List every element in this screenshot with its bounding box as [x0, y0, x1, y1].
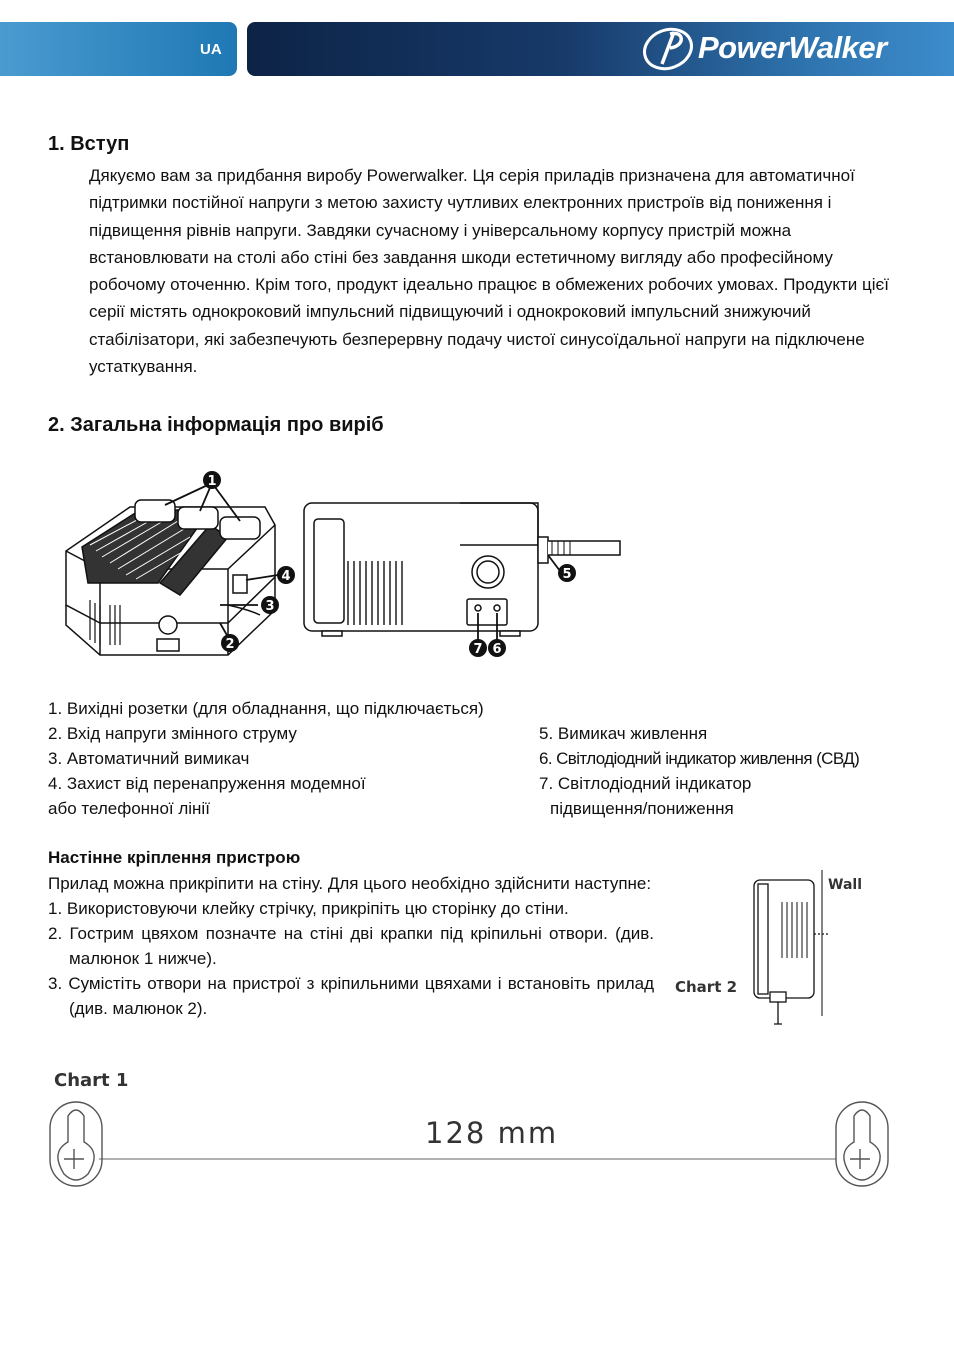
- mounting-step: 2. Гострим цвяхом позначте на стіні дві крапки під кріпильні отвори. (див. малюнок 1 нижче).: [48, 924, 654, 968]
- mounting-instructions: [48, 871, 654, 1021]
- unit-perspective-view: [66, 500, 275, 655]
- callout-1-icon: [203, 471, 221, 489]
- legend-item: або телефонної лінії: [48, 799, 210, 818]
- legend-item: 5. Вимикач живлення: [539, 724, 708, 743]
- wall-mount-side-diagram: [748, 868, 828, 1028]
- legend-item: 6. Світлодіодний індикатор живлення (СВД): [539, 749, 860, 768]
- legend-item: 4. Захист від перенапруження модемної: [48, 774, 366, 793]
- product-diagram: [60, 465, 630, 665]
- svg-text:3: 3: [265, 599, 275, 614]
- svg-text:4: 4: [281, 569, 291, 584]
- language-code: UA: [200, 41, 222, 58]
- brand-logo-icon: [640, 24, 700, 74]
- brand-logo-text: PowerWalker: [698, 30, 887, 65]
- legend-item: підвищення/пониження: [550, 799, 734, 818]
- chart-2-label: Chart 2: [675, 978, 738, 996]
- callout-2-icon: [221, 634, 239, 652]
- mounting-title: Настінне кріплення пристрою: [48, 848, 301, 867]
- wall-label: Wall: [828, 877, 862, 893]
- callout-4-icon: [277, 566, 295, 584]
- callout-3-icon: [261, 596, 279, 614]
- callout-5-icon: [558, 564, 576, 582]
- mounting-intro: Прилад можна прикріпити на стіну. Для цього необхідно здійснити наступне:: [48, 874, 652, 893]
- legend-left: [48, 696, 484, 821]
- svg-text:7: 7: [473, 642, 483, 657]
- svg-text:6: 6: [492, 642, 502, 657]
- callout-6-icon: [488, 639, 506, 657]
- chart-1-label: Chart 1: [54, 1070, 129, 1091]
- legend-right: [539, 721, 859, 821]
- hole-distance-label: 128 mm: [425, 1116, 559, 1150]
- legend-item: 3. Автоматичний вимикач: [48, 749, 250, 768]
- legend-item: 1. Вихідні розетки (для обладнання, що підключається): [48, 699, 484, 718]
- section-2-title: 2. Загальна інформація про виріб: [48, 414, 384, 436]
- svg-text:1: 1: [207, 474, 217, 489]
- callout-7-icon: [469, 639, 487, 657]
- section-1-title: 1. Вступ: [48, 133, 130, 155]
- section-1-body: Дякуємо вам за придбання виробу Powerwalker. Ця серія приладів призначена для автоматичної підтримки постійної напруги з метою захисту чутливих електронних пристроїв від пониження і підвищення рівнів напруги. Завдяки сучасному і універсальному корпусу пристрій можна встановлювати на столі або стіні без завдання шкоди естетичному вигляду або професійному робочому оточенню. Крім того, продукт ідеально працює в обмежених робочих умовах. Продукти цієї серії містять однокроковий імпульсний підвищуючий і однокроковий імпульсний знижуючий стабілізатори, які забезпечують безперервну подачу чистої синусоїдальної напруги на підключене устаткування.: [89, 166, 889, 377]
- keyhole-left-icon: [50, 1102, 102, 1186]
- svg-text:2: 2: [225, 637, 235, 652]
- legend-item: 2. Вхід напруги змінного струму: [48, 724, 297, 743]
- legend-item: 7. Світлодіодний індикатор: [539, 774, 752, 793]
- mounting-step: 3. Сумістіть отвори на пристрої з кріпильними цвяхами і встановіть прилад (див. малюнок 2).: [48, 974, 654, 1018]
- keyhole-right-icon: [836, 1102, 888, 1186]
- mounting-step: 1. Використовуючи клейку стрічку, прикріпіть цю сторінку до стіни.: [48, 899, 569, 918]
- svg-text:5: 5: [562, 567, 572, 582]
